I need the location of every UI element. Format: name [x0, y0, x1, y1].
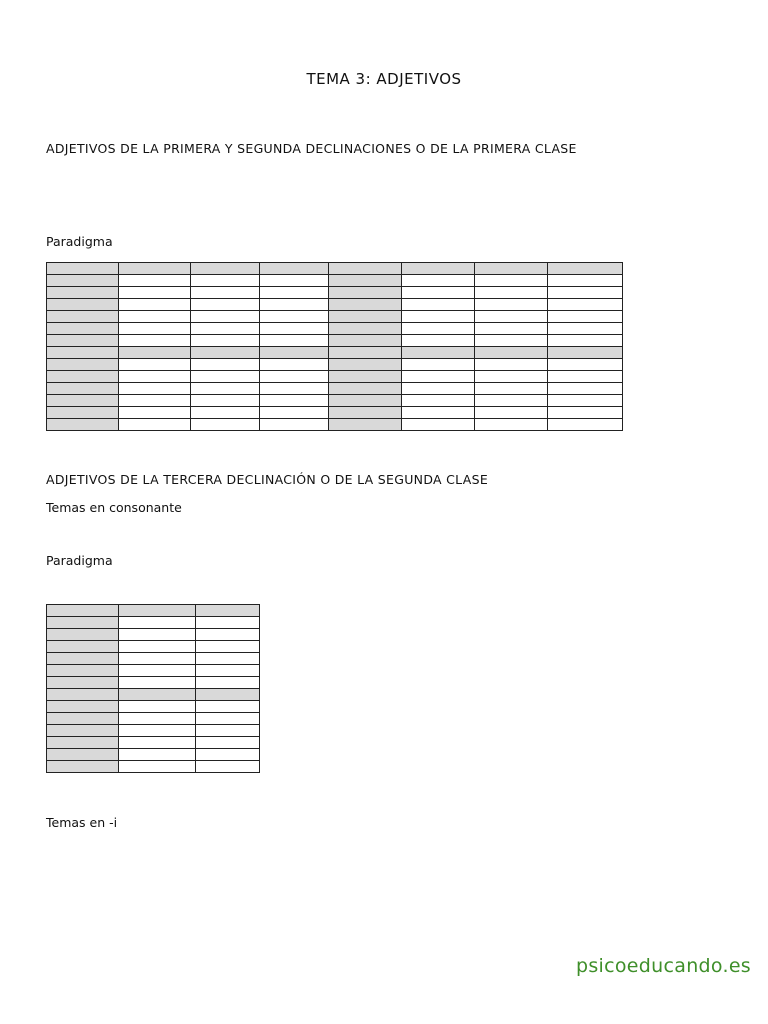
table-row [47, 617, 260, 629]
table-cell [260, 359, 329, 371]
table-cell [191, 419, 260, 431]
watermark-logo: psicoeducando.es [576, 955, 752, 977]
table-cell [260, 263, 329, 275]
table-cell [548, 287, 623, 299]
table-cell [329, 263, 402, 275]
table-cell [402, 395, 475, 407]
table-cell [402, 275, 475, 287]
table-cell [47, 617, 119, 629]
table-cell [260, 287, 329, 299]
table-cell [260, 371, 329, 383]
table-cell [260, 395, 329, 407]
table-row [47, 347, 623, 359]
table-cell [260, 275, 329, 287]
table-cell [548, 311, 623, 323]
table-cell [47, 737, 119, 749]
table-row [47, 641, 260, 653]
table-cell [47, 713, 119, 725]
table-cell [329, 407, 402, 419]
table-cell [402, 359, 475, 371]
table-cell [47, 653, 119, 665]
table-cell [548, 395, 623, 407]
table-cell [196, 677, 260, 689]
table-cell [119, 605, 196, 617]
table-cell [196, 641, 260, 653]
table-cell [47, 701, 119, 713]
table-cell [260, 383, 329, 395]
table-cell [402, 323, 475, 335]
table-row [47, 275, 623, 287]
table-cell [329, 383, 402, 395]
table-cell [475, 359, 548, 371]
table-cell [402, 263, 475, 275]
table-row [47, 383, 623, 395]
table-row [47, 665, 260, 677]
table-cell [548, 383, 623, 395]
table-row [47, 407, 623, 419]
section-heading-second-class: ADJETIVOS DE LA TERCERA DECLINACIÓN O DE LA SEGUNDA CLASE [46, 472, 489, 487]
table-cell [119, 629, 196, 641]
table-row [47, 677, 260, 689]
table-cell [47, 347, 119, 359]
table-cell [47, 359, 119, 371]
table-cell [196, 665, 260, 677]
table-cell [119, 359, 191, 371]
table-cell [119, 347, 191, 359]
table-cell [475, 323, 548, 335]
table-cell [196, 629, 260, 641]
table-cell [47, 641, 119, 653]
table-cell [119, 275, 191, 287]
table-cell [47, 383, 119, 395]
table-cell [475, 275, 548, 287]
table-cell [329, 395, 402, 407]
table-cell [119, 323, 191, 335]
table-cell [329, 299, 402, 311]
table-cell [548, 371, 623, 383]
paradigm-table-first-class [46, 262, 623, 431]
table-cell [191, 371, 260, 383]
table-cell [402, 311, 475, 323]
table-cell [119, 395, 191, 407]
table-cell [119, 701, 196, 713]
table-cell [402, 371, 475, 383]
table-cell [548, 347, 623, 359]
table-cell [475, 287, 548, 299]
table-cell [47, 605, 119, 617]
table-cell [191, 311, 260, 323]
table-cell [119, 617, 196, 629]
table-row [47, 653, 260, 665]
table-cell [47, 665, 119, 677]
table-cell [402, 335, 475, 347]
table-cell [196, 605, 260, 617]
table-cell [196, 725, 260, 737]
table-cell [119, 407, 191, 419]
table-cell [119, 263, 191, 275]
table-cell [119, 287, 191, 299]
table-cell [119, 371, 191, 383]
table-cell [329, 347, 402, 359]
table-cell [402, 407, 475, 419]
table-cell [47, 323, 119, 335]
table-row [47, 335, 623, 347]
table-cell [47, 263, 119, 275]
table-cell [196, 689, 260, 701]
table-cell [47, 299, 119, 311]
table-cell [402, 419, 475, 431]
table-cell [191, 383, 260, 395]
table-cell [475, 347, 548, 359]
table-cell [191, 359, 260, 371]
table-cell [196, 653, 260, 665]
table-cell [119, 299, 191, 311]
table-cell [402, 299, 475, 311]
table-cell [191, 263, 260, 275]
table-cell [329, 311, 402, 323]
table-cell [191, 323, 260, 335]
table-cell [329, 335, 402, 347]
table-cell [47, 395, 119, 407]
table-cell [475, 335, 548, 347]
table-cell [119, 761, 196, 773]
table-cell [119, 419, 191, 431]
table-cell [475, 311, 548, 323]
table-row [47, 371, 623, 383]
table-cell [196, 761, 260, 773]
table-cell [47, 407, 119, 419]
table-cell [260, 419, 329, 431]
table-cell [329, 287, 402, 299]
table-cell [47, 311, 119, 323]
table-cell [191, 299, 260, 311]
table-cell [329, 323, 402, 335]
table-cell [196, 737, 260, 749]
table-cell [475, 383, 548, 395]
table-row [47, 761, 260, 773]
table-cell [119, 665, 196, 677]
paradigm-label-1: Paradigma [46, 234, 113, 249]
table-cell [548, 275, 623, 287]
table-row [47, 629, 260, 641]
table-cell [191, 287, 260, 299]
table-row [47, 689, 260, 701]
table-cell [119, 641, 196, 653]
table-cell [191, 275, 260, 287]
table-cell [548, 407, 623, 419]
table-cell [47, 689, 119, 701]
table-cell [475, 371, 548, 383]
table-cell [548, 263, 623, 275]
table-cell [329, 359, 402, 371]
table-cell [47, 419, 119, 431]
table-cell [475, 419, 548, 431]
table-cell [191, 347, 260, 359]
table-cell [475, 263, 548, 275]
table-row [47, 287, 623, 299]
table-cell [47, 371, 119, 383]
table-cell [47, 749, 119, 761]
table-row [47, 725, 260, 737]
table-cell [191, 407, 260, 419]
table-cell [119, 311, 191, 323]
table-cell [47, 275, 119, 287]
table-cell [119, 335, 191, 347]
table-cell [260, 311, 329, 323]
table-cell [47, 761, 119, 773]
table-cell [119, 737, 196, 749]
table-row [47, 323, 623, 335]
table-cell [119, 725, 196, 737]
table-cell [402, 383, 475, 395]
table-cell [329, 371, 402, 383]
table-cell [260, 323, 329, 335]
table-cell [260, 299, 329, 311]
table-row [47, 299, 623, 311]
table-cell [191, 395, 260, 407]
table-cell [196, 713, 260, 725]
table-cell [260, 335, 329, 347]
table-row [47, 749, 260, 761]
table-cell [47, 677, 119, 689]
table-cell [548, 299, 623, 311]
table-cell [260, 347, 329, 359]
table-cell [548, 419, 623, 431]
table-cell [119, 677, 196, 689]
table-row [47, 311, 623, 323]
table-cell [47, 725, 119, 737]
section-heading-first-class: ADJETIVOS DE LA PRIMERA Y SEGUNDA DECLINACIONES O DE LA PRIMERA CLASE [46, 141, 577, 156]
table-cell [47, 335, 119, 347]
table-cell [548, 323, 623, 335]
table-cell [196, 749, 260, 761]
table-cell [119, 749, 196, 761]
table-cell [548, 359, 623, 371]
table-row [47, 701, 260, 713]
table-row [47, 713, 260, 725]
table-cell [475, 299, 548, 311]
table-cell [119, 383, 191, 395]
table-cell [119, 653, 196, 665]
table-cell [196, 701, 260, 713]
table-cell [196, 617, 260, 629]
table-cell [329, 419, 402, 431]
table-cell [260, 407, 329, 419]
subheading-consonant-stems: Temas en consonante [46, 500, 182, 515]
table-cell [191, 335, 260, 347]
table-row [47, 737, 260, 749]
table-cell [475, 407, 548, 419]
table-cell [119, 713, 196, 725]
table-row [47, 359, 623, 371]
table-cell [402, 287, 475, 299]
table-row [47, 419, 623, 431]
table-cell [329, 275, 402, 287]
table-row [47, 395, 623, 407]
paradigm-label-2: Paradigma [46, 553, 113, 568]
table-row [47, 263, 623, 275]
paradigm-table-second-class [46, 604, 260, 773]
table-cell [548, 335, 623, 347]
table-cell [475, 395, 548, 407]
table-cell [47, 629, 119, 641]
table-cell [402, 347, 475, 359]
page-title: TEMA 3: ADJETIVOS [306, 70, 462, 88]
table-cell [47, 287, 119, 299]
table-cell [119, 689, 196, 701]
subheading-i-stems: Temas en -i [46, 815, 118, 830]
table-row [47, 605, 260, 617]
